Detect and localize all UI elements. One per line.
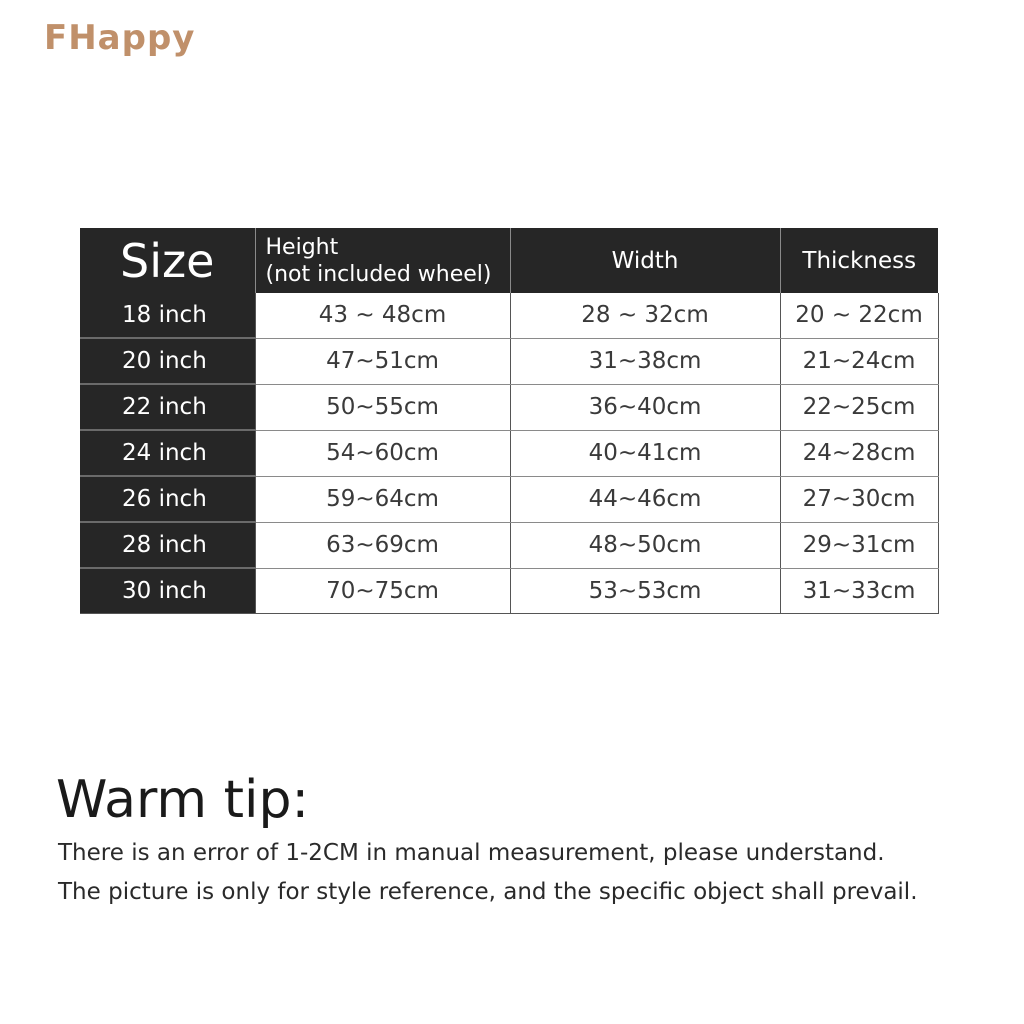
cell-width: 48~50cm [510,522,780,568]
row-size-label: 28 inch [80,522,255,568]
row-size-label: 18 inch [80,293,255,338]
warm-tip-line-1: There is an error of 1-2CM in manual measurement, please understand. [58,840,885,866]
cell-thickness: 21~24cm [780,338,938,384]
size-chart-table [80,228,939,614]
header-height-line1: Height [265,234,339,260]
row-size-label: 30 inch [80,568,255,614]
cell-height: 50~55cm [255,384,510,430]
cell-width: 44~46cm [510,476,780,522]
table-row [80,430,938,476]
cell-height: 47~51cm [255,338,510,384]
table-row [80,568,938,614]
cell-thickness: 29~31cm [780,522,938,568]
cell-width: 36~40cm [510,384,780,430]
table-row [80,476,938,522]
row-size-label: 20 inch [80,338,255,384]
cell-thickness: 20 ~ 22cm [780,293,938,338]
cell-height: 63~69cm [255,522,510,568]
cell-height: 70~75cm [255,568,510,614]
header-thickness: Thickness [780,228,938,293]
cell-thickness: 31~33cm [780,568,938,614]
warm-tip-title: Warm tip: [56,770,309,830]
cell-width: 28 ~ 32cm [510,293,780,338]
header-size: Size [80,228,255,293]
cell-width: 31~38cm [510,338,780,384]
row-size-label: 26 inch [80,476,255,522]
cell-width: 40~41cm [510,430,780,476]
table-header-row [80,228,938,293]
cell-thickness: 24~28cm [780,430,938,476]
header-width: Width [510,228,780,293]
cell-thickness: 22~25cm [780,384,938,430]
table-row [80,522,938,568]
cell-thickness: 27~30cm [780,476,938,522]
warm-tip-line-2: The picture is only for style reference, and the specific object shall prevail. [58,879,918,905]
table-row [80,293,938,338]
brand-logo: FHappy [44,18,196,58]
table-row [80,384,938,430]
header-height-line2: (not included wheel) [265,261,492,287]
cell-height: 54~60cm [255,430,510,476]
cell-height: 43 ~ 48cm [255,293,510,338]
cell-height: 59~64cm [255,476,510,522]
row-size-label: 24 inch [80,430,255,476]
header-height [255,228,510,293]
row-size-label: 22 inch [80,384,255,430]
cell-width: 53~53cm [510,568,780,614]
table-row [80,338,938,384]
